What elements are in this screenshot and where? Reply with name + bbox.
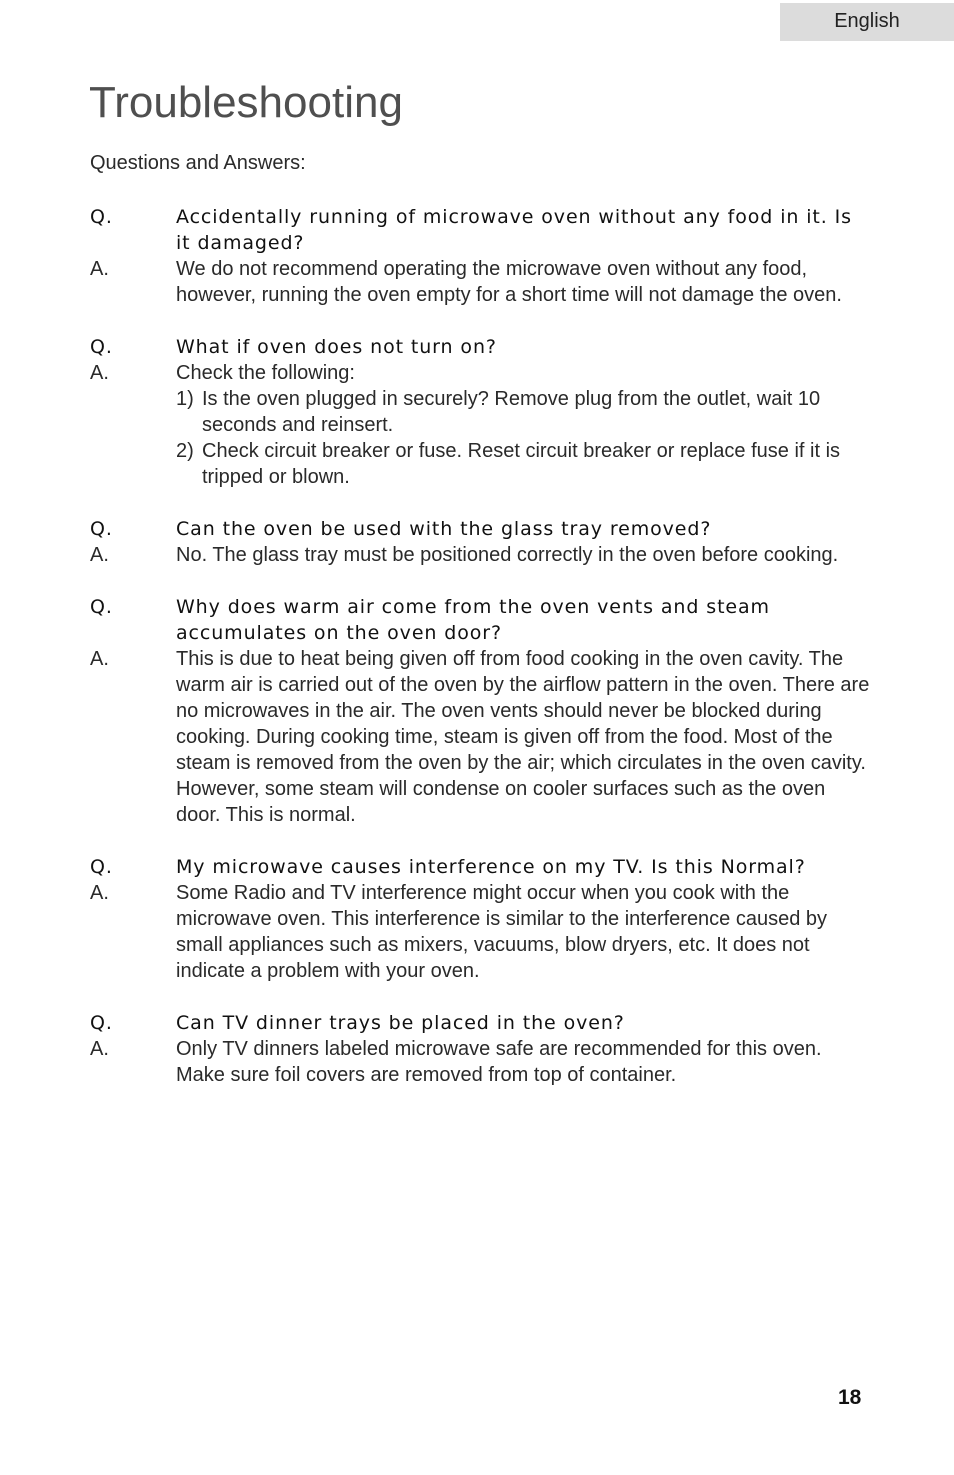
answer-text: We do not recommend operating the microwave oven without any food, however, running the oven empty for a short time will not damage the oven. [176,258,842,306]
qa-item [90,334,870,490]
answer-row [90,360,870,386]
check-list [176,386,870,490]
question-row [90,204,870,256]
intro-text: Questions and Answers: [90,152,306,174]
check-list-number: 2) [176,440,194,462]
qa-item [90,594,870,828]
question-text: My microwave causes interference on my TV. Is this Normal? [176,856,806,878]
answer-row [90,646,870,828]
check-list-number: 1) [176,388,194,410]
question-marker: Q. [90,206,113,228]
question-row [90,516,870,542]
question-text: What if oven does not turn on? [176,336,497,358]
answer-marker: A. [90,882,109,904]
qa-list [90,204,870,1114]
answer-marker: A. [90,258,109,280]
qa-item [90,1010,870,1088]
answer-row [90,542,870,568]
check-list-text: Is the oven plugged in securely? Remove plug from the outlet, wait 10 seconds and reinsert. [202,388,821,436]
question-marker: Q. [90,518,113,540]
language-tab: English [780,3,954,41]
question-text: Can the oven be used with the glass tray removed? [176,518,712,540]
question-text: Why does warm air come from the oven vents and steam accumulates on the oven door? [176,596,770,644]
answer-text: Only TV dinners labeled microwave safe are recommended for this oven. Make sure foil covers are removed from top of container. [176,1038,822,1086]
answer-marker: A. [90,362,109,384]
qa-item [90,516,870,568]
question-row [90,334,870,360]
question-marker: Q. [90,596,113,618]
answer-marker: A. [90,648,109,670]
question-marker: Q. [90,336,113,358]
qa-item [90,204,870,308]
answer-text: Check the following: [176,362,355,384]
question-text: Accidentally running of microwave oven without any food in it. Is it damaged? [176,206,852,254]
question-marker: Q. [90,856,113,878]
question-row [90,854,870,880]
qa-item [90,854,870,984]
answer-text: Some Radio and TV interference might occur when you cook with the microwave oven. This interference is similar to the interference caused by small appliances such as mixers, vacuums, blow dryers, etc. It does not indicate a problem with your oven. [176,882,828,982]
page-number: 18 [838,1386,862,1409]
answer-marker: A. [90,544,109,566]
question-row [90,1010,870,1036]
question-marker: Q. [90,1012,113,1034]
question-text: Can TV dinner trays be placed in the oven? [176,1012,625,1034]
check-list-text: Check circuit breaker or fuse. Reset circuit breaker or replace fuse if it is tripped or blown. [202,440,841,488]
answer-row [90,256,870,308]
answer-text: No. The glass tray must be positioned correctly in the oven before cooking. [176,544,839,566]
check-list-item [176,386,870,438]
check-list-item [176,438,870,490]
answer-row [90,880,870,984]
page-title: Troubleshooting [89,78,403,127]
answer-marker: A. [90,1038,109,1060]
question-row [90,594,870,646]
answer-text: This is due to heat being given off from food cooking in the oven cavity. The warm air is carried out of the oven by the airflow pattern in the oven. There are no microwaves in the air. The oven vents should never be blocked during cooking. During cooking time, steam is given off from the food. Most of the steam is removed from the oven by the air; which circulates in the oven cavity. However, some steam will condense on cooler surfaces such as the oven door. This is normal. [176,648,870,826]
answer-row [90,1036,870,1088]
